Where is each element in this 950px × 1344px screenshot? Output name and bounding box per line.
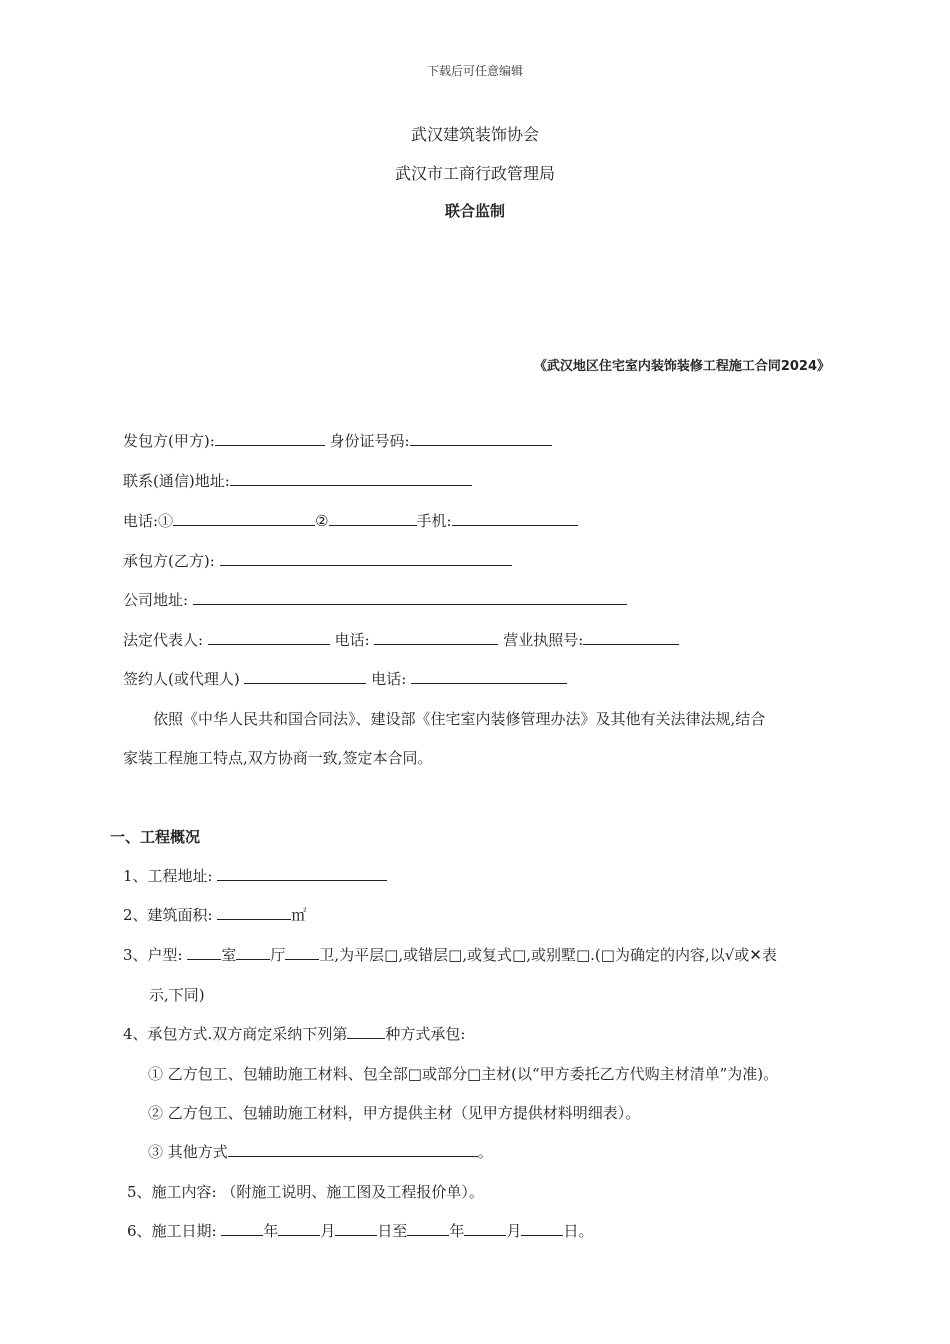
org-wuhan-decoration-association: 武汉建筑装饰协会 <box>410 125 539 144</box>
end-month-blank[interactable] <box>464 1220 506 1236</box>
mobile-blank[interactable] <box>452 510 578 526</box>
item-construction-content: 5、施工内容: （附施工说明、施工图及工程报价单）。 <box>127 1183 484 1201</box>
bath-label: 卫,为平层□,或错层□,或复式□,或别墅□.(□为确定的内容,以√或✕表 <box>319 946 777 964</box>
mobile-label: 手机: <box>416 512 452 530</box>
signer-label: 签约人(或代理人) <box>123 670 245 688</box>
company-address-line <box>123 589 627 610</box>
phone2-label: ② <box>315 512 329 530</box>
address-line <box>123 470 472 491</box>
signer-blank[interactable] <box>244 668 366 684</box>
legal-rep-label: 法定代表人: <box>123 631 208 649</box>
party-b-line <box>123 550 512 571</box>
legal-rep-line <box>123 629 679 650</box>
signer-tel-label: 电话: <box>366 670 412 688</box>
item-building-area <box>123 904 306 925</box>
section-heading-project-overview: 一、工程概况 <box>110 828 201 846</box>
construction-date-label: 6、施工日期: <box>127 1222 222 1240</box>
building-area-label: 2、建筑面积: <box>123 906 218 924</box>
party-b-blank[interactable] <box>220 550 512 566</box>
hall-label: 厅 <box>270 946 286 964</box>
item-contract-mode <box>123 1023 465 1044</box>
contract-mode-option-2: ② 乙方包工、包辅助施工材料，甲方提供主材（见甲方提供材料明细表）。 <box>148 1104 641 1122</box>
room-label: 室 <box>221 946 237 964</box>
building-area-blank[interactable] <box>217 904 291 920</box>
legal-rep-blank[interactable] <box>208 629 330 645</box>
address-blank[interactable] <box>230 470 472 486</box>
project-address-label: 1、工程地址: <box>123 867 218 885</box>
project-address-blank[interactable] <box>217 865 387 881</box>
start-day-blank[interactable] <box>335 1220 377 1236</box>
signer-tel-blank[interactable] <box>411 668 567 684</box>
halls-blank[interactable] <box>236 944 270 960</box>
legal-rep-tel-blank[interactable] <box>374 629 498 645</box>
joint-supervision: 联合监制 <box>444 202 505 220</box>
header-note: 下载后可任意编辑 <box>426 64 523 78</box>
area-unit: ㎡ <box>291 906 307 924</box>
phone2-blank[interactable] <box>329 510 417 526</box>
id-number-label: 身份证号码: <box>324 432 410 450</box>
intro-paragraph-line1: 依照《中华人民共和国合同法》、建设部《住宅室内装修管理办法》及其他有关法律法规,结合 <box>153 710 766 728</box>
party-a-label: 发包方(甲方): <box>123 432 215 450</box>
item-construction-date <box>127 1220 593 1241</box>
house-type-continued: 示,下同) <box>149 986 205 1004</box>
company-address-blank[interactable] <box>193 589 627 605</box>
id-number-blank[interactable] <box>410 430 552 446</box>
license-blank[interactable] <box>583 629 679 645</box>
year2-label: 年 <box>449 1222 465 1240</box>
start-month-blank[interactable] <box>278 1220 320 1236</box>
contract-mode-option-1: ① 乙方包工、包辅助施工材料、包全部□或部分□主材(以“甲方委托乙方代购主材清单”为准)。 <box>148 1065 779 1083</box>
house-type-label: 3、户型: <box>123 946 188 964</box>
party-b-label: 承包方(乙方): <box>123 552 220 570</box>
address-label: 联系(通信)地址: <box>123 472 230 490</box>
month2-label: 月 <box>506 1222 522 1240</box>
license-label: 营业执照号: <box>498 631 584 649</box>
rooms-blank[interactable] <box>187 944 221 960</box>
intro-paragraph-line2: 家装工程施工特点,双方协商一致,签定本合同。 <box>123 749 433 767</box>
other-mode-blank[interactable] <box>228 1141 478 1157</box>
start-year-blank[interactable] <box>221 1220 263 1236</box>
baths-blank[interactable] <box>285 944 319 960</box>
contract-title: 《武汉地区住宅室内装饰装修工程施工合同2024》 <box>533 359 830 374</box>
end-year-blank[interactable] <box>407 1220 449 1236</box>
contract-mode-label: 4、承包方式.双方商定采纳下列第 <box>123 1025 348 1043</box>
other-mode-label: ③ 其他方式 <box>148 1143 228 1161</box>
end-day-blank[interactable] <box>521 1220 563 1236</box>
item-project-address <box>123 865 387 886</box>
month-label: 月 <box>320 1222 336 1240</box>
phone-label: 电话:① <box>123 512 174 530</box>
signer-line <box>123 668 567 689</box>
phone-line <box>123 510 578 531</box>
day-to-label: 日至 <box>377 1222 408 1240</box>
legal-rep-tel-label: 电话: <box>329 631 375 649</box>
party-a-blank[interactable] <box>215 430 325 446</box>
other-mode-end: 。 <box>477 1143 493 1161</box>
org-wuhan-commerce-bureau: 武汉市工商行政管理局 <box>394 164 555 183</box>
item-house-type <box>123 944 777 965</box>
company-address-label: 公司地址: <box>123 591 193 609</box>
contract-mode-end: 种方式承包: <box>385 1025 466 1043</box>
day-end-label: 日。 <box>563 1222 594 1240</box>
contract-mode-option-3 <box>148 1141 493 1162</box>
contract-mode-blank[interactable] <box>347 1023 385 1039</box>
phone1-blank[interactable] <box>173 510 315 526</box>
year-label: 年 <box>263 1222 279 1240</box>
party-a-line <box>123 430 552 451</box>
